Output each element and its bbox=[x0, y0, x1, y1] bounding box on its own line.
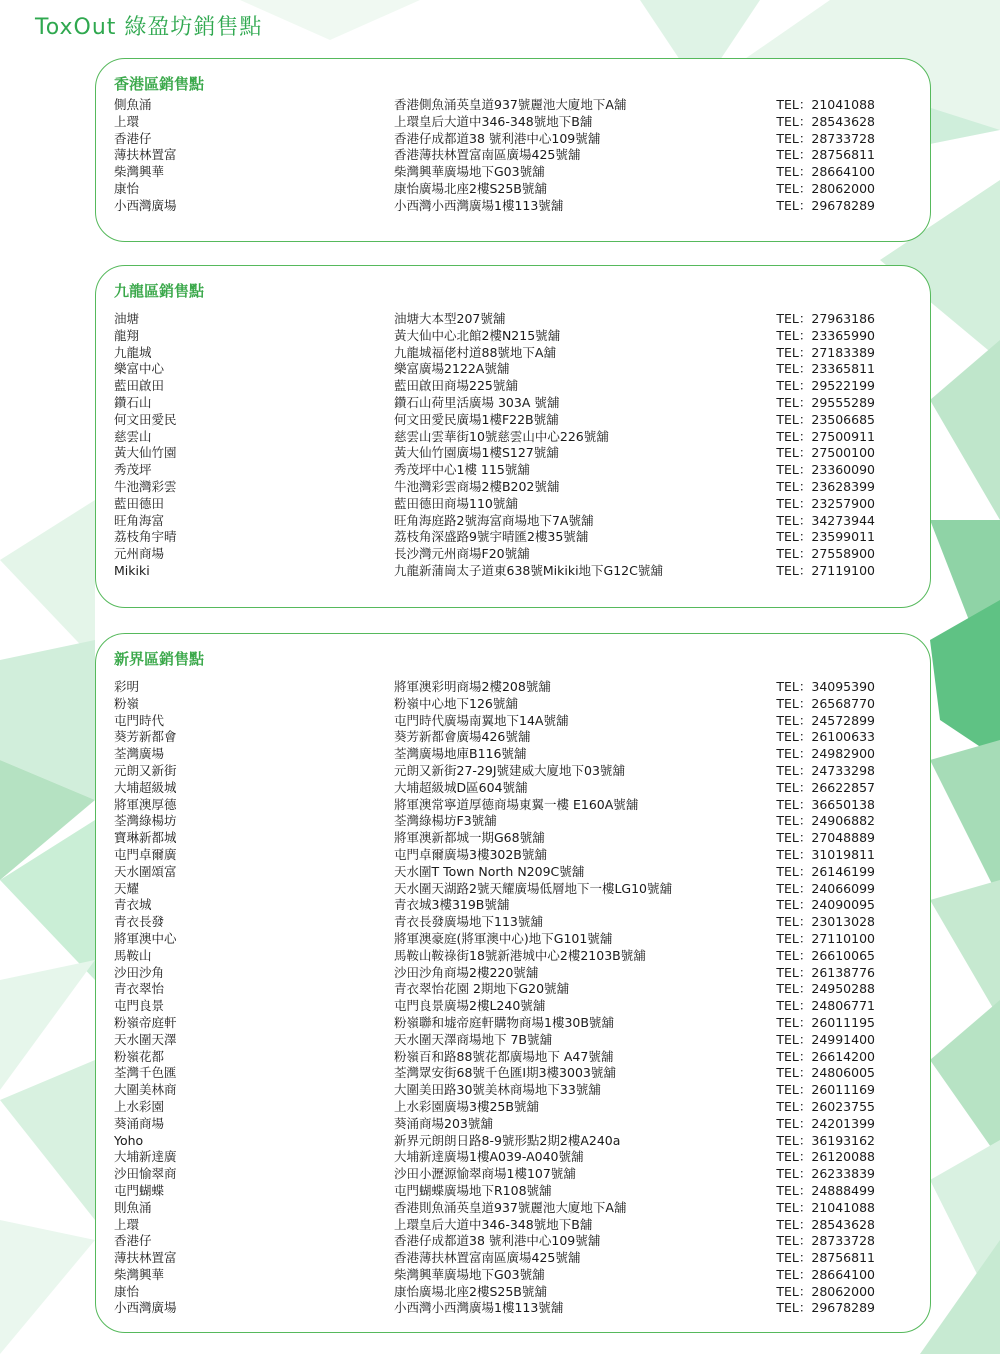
store-name: 屯門時代 bbox=[114, 712, 165, 728]
store-address: 粉嶺聯和墟帝庭軒購物商場1樓30B號舖 bbox=[394, 1014, 614, 1030]
store-address: 粉嶺中心地下126號舖 bbox=[394, 695, 518, 711]
store-name: 柴灣興華 bbox=[114, 164, 165, 180]
store-address: 新界元朗朗日路8-9號形點2期2樓A240a bbox=[394, 1132, 621, 1148]
store-row bbox=[114, 361, 875, 378]
store-row bbox=[114, 496, 875, 513]
store-row bbox=[114, 830, 875, 847]
store-phone: TEL：26610065 bbox=[776, 947, 875, 963]
store-row bbox=[114, 445, 875, 462]
store-name: 青衣城 bbox=[114, 897, 152, 913]
store-name: 薄扶林置富 bbox=[114, 147, 177, 163]
store-phone: TEL：26120088 bbox=[776, 1149, 875, 1165]
store-address: 沙田沙角商場2樓220號舖 bbox=[394, 964, 539, 980]
store-phone: TEL：27558900 bbox=[776, 546, 875, 562]
store-address: 青衣城3樓319B號舖 bbox=[394, 897, 510, 913]
store-address: 葵芳新都會廣場426號舖 bbox=[394, 729, 531, 745]
store-phone: TEL：28733728 bbox=[776, 1233, 875, 1249]
store-address: 九龍城福佬村道88號地下A舖 bbox=[394, 344, 556, 360]
store-phone: TEL：26011169 bbox=[776, 1082, 875, 1098]
store-name: 葵芳新都會 bbox=[114, 729, 177, 745]
store-row bbox=[114, 412, 875, 429]
store-address: 屯門良景廣場2樓L240號舖 bbox=[394, 998, 546, 1014]
store-row bbox=[114, 1065, 875, 1082]
store-name: 荔枝角宇晴 bbox=[114, 529, 177, 545]
store-row bbox=[114, 1049, 875, 1066]
store-address: 康怡廣場北座2樓S25B號舖 bbox=[394, 180, 547, 196]
store-address: 將軍澳新都城一期G68號舖 bbox=[394, 830, 545, 846]
store-row bbox=[114, 948, 875, 965]
store-name: 九龍城 bbox=[114, 344, 152, 360]
store-name: 大埔超級城 bbox=[114, 779, 177, 795]
store-phone: TEL：24090095 bbox=[776, 897, 875, 913]
store-name: 小西灣廣場 bbox=[114, 197, 177, 213]
store-address: 屯門時代廣場南翼地下14A號舖 bbox=[394, 712, 569, 728]
store-name: 上水彩園 bbox=[114, 1098, 165, 1114]
store-name: 小西灣廣場 bbox=[114, 1300, 177, 1316]
store-address: 香港薄扶林置富南區廣場425號舖 bbox=[394, 147, 581, 163]
store-name: 屯門蝴蝶 bbox=[114, 1182, 165, 1198]
store-name: 彩明 bbox=[114, 679, 140, 694]
store-address: 沙田小瀝源愉翠商場1樓107號舖 bbox=[394, 1166, 576, 1182]
store-row bbox=[114, 763, 875, 780]
store-address: 香港薄扶林置富南區廣場425號舖 bbox=[394, 1250, 581, 1266]
store-phone: TEL：28664100 bbox=[776, 164, 875, 180]
store-phone: TEL：26568770 bbox=[776, 695, 875, 711]
store-phone: TEL：21041088 bbox=[776, 1199, 875, 1215]
store-address: 香港則魚涌英皇道937號麗池大廈地下A舖 bbox=[394, 1199, 627, 1215]
store-address: 天水圍T Town North N209C號舖 bbox=[394, 863, 585, 879]
store-address: 九龍新蒲崗太子道東638號Mikiki地下G12C號舖 bbox=[394, 562, 663, 578]
store-phone: TEL：27110100 bbox=[776, 930, 875, 946]
store-address: 香港側魚涌英皇道937號麗池大廈地下A舖 bbox=[394, 97, 627, 112]
store-name: 薄扶林置富 bbox=[114, 1250, 177, 1266]
store-row bbox=[114, 131, 875, 148]
store-phone: TEL：27500100 bbox=[776, 445, 875, 461]
store-row bbox=[114, 965, 875, 982]
store-phone: TEL：21041088 bbox=[776, 97, 875, 112]
store-row bbox=[114, 378, 875, 395]
store-row bbox=[114, 998, 875, 1015]
store-name: 鑽石山 bbox=[114, 394, 152, 410]
kowloon-section-heading: 九龍區銷售點 bbox=[114, 282, 205, 300]
store-address: 慈雲山雲華街10號慈雲山中心226號舖 bbox=[394, 428, 609, 444]
store-name: 元朗又新街 bbox=[114, 762, 177, 778]
page-title: ToxOut 綠盈坊銷售點 bbox=[35, 15, 263, 40]
store-name: Yoho bbox=[114, 1132, 144, 1148]
store-row bbox=[114, 563, 875, 580]
store-address: 小西灣小西灣廣場1樓113號舖 bbox=[394, 197, 564, 213]
store-row bbox=[114, 696, 875, 713]
store-address: 上環皇后大道中346-348號地下B舖 bbox=[394, 1216, 593, 1232]
store-name: 慈雲山 bbox=[114, 428, 152, 444]
store-phone: TEL：28733728 bbox=[776, 130, 875, 146]
store-phone: TEL：28756811 bbox=[776, 1250, 875, 1266]
store-phone: TEL：23628399 bbox=[776, 478, 875, 494]
store-name: 藍田德田 bbox=[114, 495, 165, 511]
store-phone: TEL：26138776 bbox=[776, 964, 875, 980]
store-address: 天水圍天湖路2號天耀廣場低層地下一樓LG10號舖 bbox=[394, 880, 673, 896]
store-address: 大埔新達廣場1樓A039-A040號舖 bbox=[394, 1149, 584, 1165]
store-name: 側魚涌 bbox=[114, 97, 152, 112]
store-row bbox=[114, 679, 875, 696]
store-phone: TEL：23013028 bbox=[776, 914, 875, 930]
store-address: 黃大仙中心北館2樓N215號舖 bbox=[394, 327, 561, 343]
store-phone: TEL：26011195 bbox=[776, 1014, 875, 1030]
store-phone: TEL：28062000 bbox=[776, 1283, 875, 1299]
store-address: 香港仔成都道38 號利港中心109號舖 bbox=[394, 1233, 601, 1249]
store-row bbox=[114, 931, 875, 948]
store-row bbox=[114, 479, 875, 496]
store-address: 樂富廣場2122A號舖 bbox=[394, 361, 510, 377]
store-row bbox=[114, 981, 875, 998]
store-phone: TEL：31019811 bbox=[776, 846, 875, 862]
store-name: 黃大仙竹園 bbox=[114, 445, 177, 461]
store-name: 粉嶺 bbox=[114, 695, 140, 711]
store-address: 將軍澳豪庭(將軍澳中心)地下G101號舖 bbox=[394, 930, 613, 946]
store-address: 康怡廣場北座2樓S25B號舖 bbox=[394, 1283, 547, 1299]
store-name: 荃灣千色匯 bbox=[114, 1065, 177, 1081]
store-phone: TEL：29555289 bbox=[776, 394, 875, 410]
store-phone: TEL：23599011 bbox=[776, 529, 875, 545]
store-name: 柴灣興華 bbox=[114, 1266, 165, 1282]
store-name: 天耀 bbox=[114, 880, 140, 896]
store-address: 黃大仙竹園廣場1樓S127號舖 bbox=[394, 445, 559, 461]
new-territories-section-heading: 新界區銷售點 bbox=[114, 650, 205, 668]
store-name: 旺角海富 bbox=[114, 512, 165, 528]
store-row bbox=[114, 1183, 875, 1200]
store-row bbox=[114, 1166, 875, 1183]
store-name: 秀茂坪 bbox=[114, 462, 152, 478]
hong-kong-store-list bbox=[114, 97, 875, 215]
store-address: 香港仔成都道38 號利港中心109號舖 bbox=[394, 130, 601, 146]
store-name: 則魚涌 bbox=[114, 1199, 152, 1215]
store-name: Mikiki bbox=[114, 562, 150, 578]
new-territories-section bbox=[95, 633, 931, 1333]
store-phone: TEL：28664100 bbox=[776, 1266, 875, 1282]
store-phone: TEL：24982900 bbox=[776, 746, 875, 762]
store-name: 大圍美林商 bbox=[114, 1082, 177, 1098]
store-row bbox=[114, 780, 875, 797]
store-phone: TEL：24806005 bbox=[776, 1065, 875, 1081]
store-phone: TEL：26146199 bbox=[776, 863, 875, 879]
store-address: 柴灣興華廣場地下G03號舖 bbox=[394, 1266, 545, 1282]
store-row bbox=[114, 345, 875, 362]
store-address: 上水彩園廣場3樓25B號舖 bbox=[394, 1098, 539, 1114]
store-address: 屯門卓爾廣場3樓302B號舖 bbox=[394, 846, 547, 862]
store-row bbox=[114, 529, 875, 546]
store-phone: TEL：26614200 bbox=[776, 1048, 875, 1064]
store-address: 藍田德田商場110號舖 bbox=[394, 495, 518, 511]
store-phone: TEL：24906882 bbox=[776, 813, 875, 829]
store-name: 將軍澳中心 bbox=[114, 930, 177, 946]
store-row bbox=[114, 1200, 875, 1217]
store-name: 康怡 bbox=[114, 1283, 140, 1299]
store-name: 油塘 bbox=[114, 311, 140, 326]
kowloon-section bbox=[95, 265, 931, 608]
store-address: 荃灣眾安街68號千色匯I期3樓3003號舖 bbox=[394, 1065, 616, 1081]
store-row bbox=[114, 847, 875, 864]
kowloon-store-list bbox=[114, 311, 875, 580]
store-address: 將軍澳常寧道厚德商場東翼一樓 E160A號舖 bbox=[394, 796, 639, 812]
store-address: 青衣長發廣場地下113號舖 bbox=[394, 914, 543, 930]
store-phone: TEL：26100633 bbox=[776, 729, 875, 745]
store-row bbox=[114, 1284, 875, 1301]
store-name: 上環 bbox=[114, 113, 140, 129]
store-row bbox=[114, 1149, 875, 1166]
store-address: 屯門蝴蝶廣場地下R108號舖 bbox=[394, 1182, 552, 1198]
store-phone: TEL：36650138 bbox=[776, 796, 875, 812]
store-row bbox=[114, 1300, 875, 1317]
store-row bbox=[114, 864, 875, 881]
store-name: 荃灣綠楊坊 bbox=[114, 813, 177, 829]
store-phone: TEL：24888499 bbox=[776, 1182, 875, 1198]
store-row bbox=[114, 1233, 875, 1250]
hong-kong-section bbox=[95, 58, 931, 242]
store-phone: TEL：23365990 bbox=[776, 327, 875, 343]
store-row bbox=[114, 114, 875, 131]
store-row bbox=[114, 1217, 875, 1234]
store-phone: TEL：24572899 bbox=[776, 712, 875, 728]
store-row bbox=[114, 429, 875, 446]
store-phone: TEL：24201399 bbox=[776, 1115, 875, 1131]
store-name: 青衣翠怡 bbox=[114, 981, 165, 997]
store-phone: TEL：24066099 bbox=[776, 880, 875, 896]
store-address: 天水圍天澤商場地下 7B號舖 bbox=[394, 1031, 553, 1047]
store-name: 康怡 bbox=[114, 180, 140, 196]
store-address: 柴灣興華廣場地下G03號舖 bbox=[394, 164, 545, 180]
store-row bbox=[114, 462, 875, 479]
store-row bbox=[114, 813, 875, 830]
store-address: 葵涌商場203號舖 bbox=[394, 1115, 493, 1131]
store-address: 大圍美田路30號美林商場地下33號舖 bbox=[394, 1082, 601, 1098]
store-address: 粉嶺百和路88號花都廣場地下 A47號舖 bbox=[394, 1048, 614, 1064]
store-phone: TEL：28543628 bbox=[776, 1216, 875, 1232]
store-phone: TEL：24733298 bbox=[776, 762, 875, 778]
store-phone: TEL：26233839 bbox=[776, 1166, 875, 1182]
store-phone: TEL：28756811 bbox=[776, 147, 875, 163]
store-name: 寶琳新都城 bbox=[114, 830, 177, 846]
store-name: 粉嶺帝庭軒 bbox=[114, 1014, 177, 1030]
store-name: 上環 bbox=[114, 1216, 140, 1232]
store-phone: TEL：23365811 bbox=[776, 361, 875, 377]
store-phone: TEL：34273944 bbox=[776, 512, 875, 528]
store-name: 青衣長發 bbox=[114, 914, 165, 930]
store-row bbox=[114, 897, 875, 914]
store-phone: TEL：27048889 bbox=[776, 830, 875, 846]
store-address: 荃灣廣場地庫B116號舖 bbox=[394, 746, 527, 762]
store-phone: TEL：26622857 bbox=[776, 779, 875, 795]
store-address: 旺角海庭路2號海富商場地下7A號舖 bbox=[394, 512, 594, 528]
store-row bbox=[114, 1267, 875, 1284]
store-row bbox=[114, 1032, 875, 1049]
store-name: 牛池灣彩雲 bbox=[114, 478, 177, 494]
store-row bbox=[114, 1116, 875, 1133]
store-row bbox=[114, 1015, 875, 1032]
store-name: 荃灣廣場 bbox=[114, 746, 165, 762]
store-phone: TEL：23257900 bbox=[776, 495, 875, 511]
store-row bbox=[114, 97, 875, 114]
store-row bbox=[114, 914, 875, 931]
store-row bbox=[114, 513, 875, 530]
store-phone: TEL：24806771 bbox=[776, 998, 875, 1014]
store-row bbox=[114, 729, 875, 746]
store-address: 青衣翠怡花園 2期地下G20號舖 bbox=[394, 981, 570, 997]
store-name: 大埔新達廣 bbox=[114, 1149, 177, 1165]
store-name: 樂富中心 bbox=[114, 361, 165, 377]
store-row bbox=[114, 713, 875, 730]
store-address: 秀茂坪中心1樓 115號舖 bbox=[394, 462, 530, 478]
store-address: 荃灣綠楊坊F3號舖 bbox=[394, 813, 497, 829]
store-address: 元朗又新街27-29J號建威大廈地下03號舖 bbox=[394, 762, 625, 778]
store-phone: TEL：27500911 bbox=[776, 428, 875, 444]
store-name: 香港仔 bbox=[114, 130, 152, 146]
store-row bbox=[114, 198, 875, 215]
store-phone: TEL：23506685 bbox=[776, 411, 875, 427]
store-row bbox=[114, 746, 875, 763]
store-name: 屯門卓爾廣 bbox=[114, 846, 177, 862]
store-row bbox=[114, 1099, 875, 1116]
store-row bbox=[114, 797, 875, 814]
store-name: 香港仔 bbox=[114, 1233, 152, 1249]
store-address: 鑽石山荷里活廣場 303A 號舖 bbox=[394, 394, 560, 410]
store-name: 何文田愛民 bbox=[114, 411, 177, 427]
store-row bbox=[114, 546, 875, 563]
store-phone: TEL：27963186 bbox=[776, 311, 875, 326]
store-phone: TEL：27119100 bbox=[776, 562, 875, 578]
store-address: 上環皇后大道中346-348號地下B舖 bbox=[394, 113, 593, 129]
store-name: 藍田啟田 bbox=[114, 378, 165, 394]
store-address: 長沙灣元州商場F20號舖 bbox=[394, 546, 530, 562]
store-name: 沙田愉翠商 bbox=[114, 1166, 177, 1182]
store-row bbox=[114, 181, 875, 198]
store-phone: TEL：26023755 bbox=[776, 1098, 875, 1114]
store-name: 粉嶺花都 bbox=[114, 1048, 165, 1064]
store-row bbox=[114, 1082, 875, 1099]
store-name: 元州商場 bbox=[114, 546, 165, 562]
store-phone: TEL：34095390 bbox=[776, 679, 875, 694]
store-row bbox=[114, 328, 875, 345]
store-phone: TEL：29678289 bbox=[776, 1300, 875, 1316]
store-name: 天水圍天澤 bbox=[114, 1031, 177, 1047]
store-phone: TEL：28062000 bbox=[776, 180, 875, 196]
store-phone: TEL：36193162 bbox=[776, 1132, 875, 1148]
store-address: 油塘大本型207號舖 bbox=[394, 311, 506, 326]
store-name: 葵涌商場 bbox=[114, 1115, 165, 1131]
store-phone: TEL：24991400 bbox=[776, 1031, 875, 1047]
store-phone: TEL：27183389 bbox=[776, 344, 875, 360]
store-name: 天水圍頌富 bbox=[114, 863, 177, 879]
store-address: 大埔超級城D區604號舖 bbox=[394, 779, 528, 795]
new-territories-store-list bbox=[114, 679, 875, 1317]
store-name: 沙田沙角 bbox=[114, 964, 165, 980]
store-address: 馬鞍山鞍祿街18號新港城中心2樓2103B號舖 bbox=[394, 947, 646, 963]
store-name: 馬鞍山 bbox=[114, 947, 152, 963]
store-phone: TEL：28543628 bbox=[776, 113, 875, 129]
store-name: 屯門良景 bbox=[114, 998, 165, 1014]
store-row bbox=[114, 147, 875, 164]
store-phone: TEL：24950288 bbox=[776, 981, 875, 997]
store-name: 將軍澳厚德 bbox=[114, 796, 177, 812]
store-row bbox=[114, 1250, 875, 1267]
store-row bbox=[114, 395, 875, 412]
store-row bbox=[114, 881, 875, 898]
store-address: 荔枝角深盛路9號宇晴匯2樓35號舖 bbox=[394, 529, 589, 545]
store-address: 小西灣小西灣廣場1樓113號舖 bbox=[394, 1300, 564, 1316]
hong-kong-section-heading: 香港區銷售點 bbox=[114, 75, 205, 93]
store-address: 牛池灣彩雲商場2樓B202號舖 bbox=[394, 478, 560, 494]
store-address: 藍田啟田商場225號舖 bbox=[394, 378, 518, 394]
store-row bbox=[114, 164, 875, 181]
store-row bbox=[114, 311, 875, 328]
store-phone: TEL：23360090 bbox=[776, 462, 875, 478]
store-phone: TEL：29522199 bbox=[776, 378, 875, 394]
store-address: 何文田愛民廣場1樓F22B號舖 bbox=[394, 411, 559, 427]
store-address: 將軍澳彩明商場2樓208號舖 bbox=[394, 679, 551, 694]
store-row bbox=[114, 1133, 875, 1150]
store-name: 龍翔 bbox=[114, 327, 140, 343]
store-phone: TEL：29678289 bbox=[776, 197, 875, 213]
